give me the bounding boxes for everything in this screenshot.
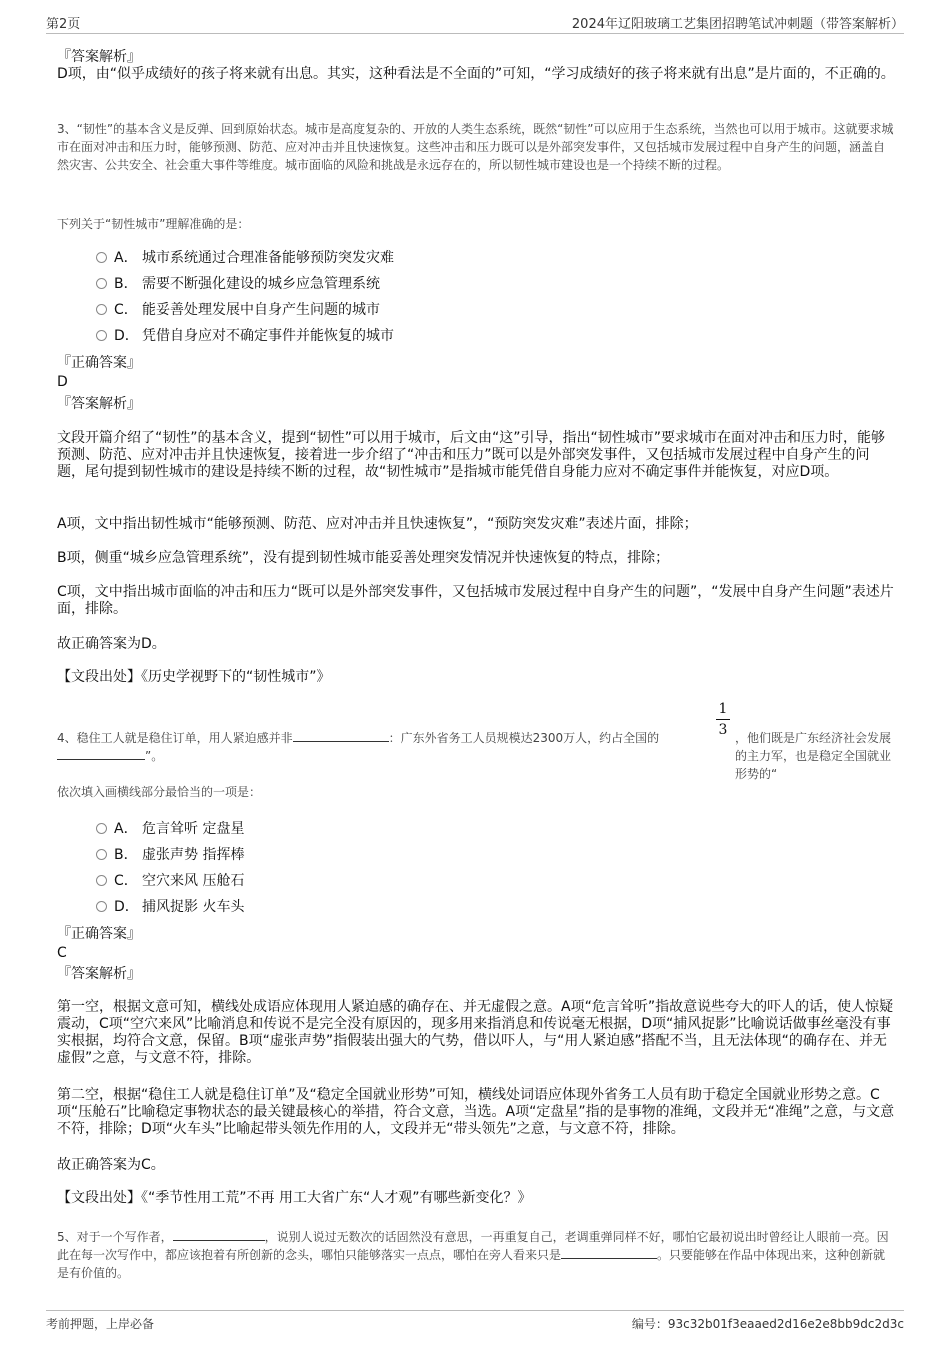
- q5-blank-2[interactable]: [561, 1247, 657, 1259]
- q5-blank-1[interactable]: [173, 1229, 265, 1241]
- q3-passage: 3、“韧性”的基本含义是反弹、回到原始状态。城市是高度复杂的、开放的人类生态系统，既然“韧性”可以应用于生态系统，当然也可以用于城市。这就要求城市在面对冲击和压力时，能够预测、防范、应对冲击并且快速恢复。这些冲击和压力既可以是外部突发事件，又包括城市发展过程中自身产生的问题，涵盖自然灾害、公共安全、社会重大事件等维度。城市面临的风险和挑战是永远存在的，所以韧性城市建设也是一个持续不断的过程。: [57, 122, 894, 172]
- q4-passage-line1: 4、稳住工人就是稳住订单，用人紧迫感并非 ：广东外省务工人员规模达2300万人，约占全国的: [57, 731, 660, 745]
- q3-answer: D: [57, 374, 68, 390]
- q3-prompt: 下列关于“韧性城市”理解准确的是：: [57, 217, 250, 231]
- q4-answer-label: 『正确答案』: [57, 926, 141, 942]
- q4-passage-line2: ”。: [57, 747, 557, 765]
- q4-source: 【文段出处】《“季节性用工荒”不再 用工大省广东“人才观”有哪些新变化？》: [57, 1190, 532, 1206]
- q4-analysis-label: 『答案解析』: [57, 966, 141, 982]
- radio-icon[interactable]: [96, 252, 107, 263]
- q4-prompt: 依次填入画横线部分最恰当的一项是：: [57, 785, 262, 799]
- radio-icon[interactable]: [96, 901, 107, 912]
- q3-source: 【文段出处】《历史学视野下的“韧性城市”》: [57, 669, 331, 685]
- q3-analysis-para: 文段开篇介绍了“韧性”的基本含义，提到“韧性”可以用于城市，后文由“这”引导，指出“韧性城市”要求城市在面对冲击和压力时，能够预测、防范、应对冲击并且快速恢复，接着进一步介绍了“冲击和压力”既可以是外部突发事件，又包括城市发展过程中自身产生的问题，尾句提到韧性城市的建设是持续不断的过程，故“韧性城市”是指城市能凭借自身能力应对不确定事件并能恢复，对应D项。: [57, 430, 886, 480]
- q4-option-c[interactable]: C． 空穴来风 压舱石: [96, 872, 244, 890]
- prev-analysis-text: D项，由“似乎成绩好的孩子将来就有出息。其实，这种看法是不全面的”可知，“学习成绩好的孩子将来就有出息”是片面的，不正确的。: [57, 66, 895, 82]
- page-number: 第2页: [46, 17, 81, 32]
- radio-icon[interactable]: [96, 304, 107, 315]
- footer-code: 编号：93c32b01f3eaaed2d16e2e8bb9dc2d3c: [631, 1317, 904, 1331]
- radio-icon[interactable]: [96, 875, 107, 886]
- radio-icon[interactable]: [96, 330, 107, 341]
- radio-icon[interactable]: [96, 278, 107, 289]
- footer-slogan: 考前押题，上岸必备: [46, 1317, 155, 1331]
- fraction-one-third: 1 3: [716, 700, 730, 739]
- q4-blank-2[interactable]: [57, 748, 145, 760]
- q4-option-d[interactable]: D． 捕风捉影 火车头: [96, 898, 244, 916]
- q3-option-b[interactable]: B． 需要不断强化建设的城乡应急管理系统: [96, 275, 380, 293]
- q3-option-d[interactable]: D． 凭借自身应对不确定事件并能恢复的城市: [96, 327, 394, 345]
- q4-answer: C: [57, 945, 67, 961]
- q3-option-c[interactable]: C． 能妥善处理发展中自身产生问题的城市: [96, 301, 380, 319]
- q3-analysis-para: B项，侧重“城乡应急管理系统”，没有提到韧性城市能妥善处理突发情况并快速恢复的特点，排除；: [57, 550, 670, 566]
- radio-icon[interactable]: [96, 849, 107, 860]
- q3-analysis-label: 『答案解析』: [57, 396, 141, 412]
- q4-passage-line1-end: ，他们既是广东经济社会发展的主力军，也是稳定全国就业形势的“: [735, 731, 892, 781]
- q4-analysis-para: 故正确答案为C。: [57, 1157, 165, 1173]
- q3-analysis-para: A项，文中指出韧性城市“能够预测、防范、应对冲击并且快速恢复”，“预防突发灾难”表述片面，排除；: [57, 516, 698, 532]
- prev-analysis-label: 『答案解析』: [57, 49, 141, 65]
- q4-option-b[interactable]: B． 虚张声势 指挥棒: [96, 846, 244, 864]
- q3-option-a[interactable]: A． 城市系统通过合理准备能够预防突发灾难: [96, 249, 394, 267]
- q3-analysis-para: C项，文中指出城市面临的冲击和压力“既可以是外部突发事件，又包括城市发展过程中自身产生的问题”，“发展中自身产生问题”表述片面，排除。: [57, 584, 894, 617]
- q5-passage: 5、对于一个写作者， ，说别人说过无数次的话固然没有意思，一再重复自己，老调重弹同样不好，哪怕它最初说出时曾经让人眼前一亮。因此在每一次写作中，都应该抱着有所创新的念头，哪怕只能够落实一点点，哪怕在旁人看来只是 。只要能够在作品中体现出来，这种创新就是有价值的。: [57, 1230, 889, 1280]
- radio-icon[interactable]: [96, 823, 107, 834]
- page-footer: [46, 1310, 904, 1333]
- q3-analysis-para: 故正确答案为D。: [57, 636, 166, 652]
- q4-blank-1[interactable]: [293, 730, 389, 742]
- q4-option-a[interactable]: A． 危言耸听 定盘星: [96, 820, 244, 838]
- page-header: [46, 13, 904, 34]
- q3-answer-label: 『正确答案』: [57, 355, 141, 371]
- q4-analysis-para: 第一空，根据文意可知，横线处成语应体现用人紧迫感的确存在、并无虚假之意。A项“危言耸听”指故意说些夸大的吓人的话，使人惊疑震动，C项“空穴来风”比喻消息和传说不是完全没有原因的，现多用来指消息和传说毫无根据，D项“捕风捉影”比喻说话做事丝毫没有事实根据，均符合文意，保留。B项“虚张声势”指假装出强大的气势，借以吓人，与“用人紧迫感”搭配不当，且无法体现“的确存在、并无虚假”之意，与文意不符，排除。: [57, 999, 894, 1066]
- document-title: 2024年辽阳玻璃工艺集团招聘笔试冲刺题（带答案解析）: [571, 17, 904, 32]
- q4-analysis-para: 第二空，根据“稳住工人就是稳住订单”及“稳定全国就业形势”可知，横线处词语应体现外省务工人员有助于稳定全国就业形势之意。C项“压舱石”比喻稳定事物状态的最关键最核心的举措，符合文意，当选。A项“定盘星”指的是事物的准绳，文段并无“准绳”之意，与文意不符，排除；D项“火车头”比喻起带头领先作用的人，文段并无“带头领先”之意，与文意不符，排除。: [57, 1087, 895, 1137]
